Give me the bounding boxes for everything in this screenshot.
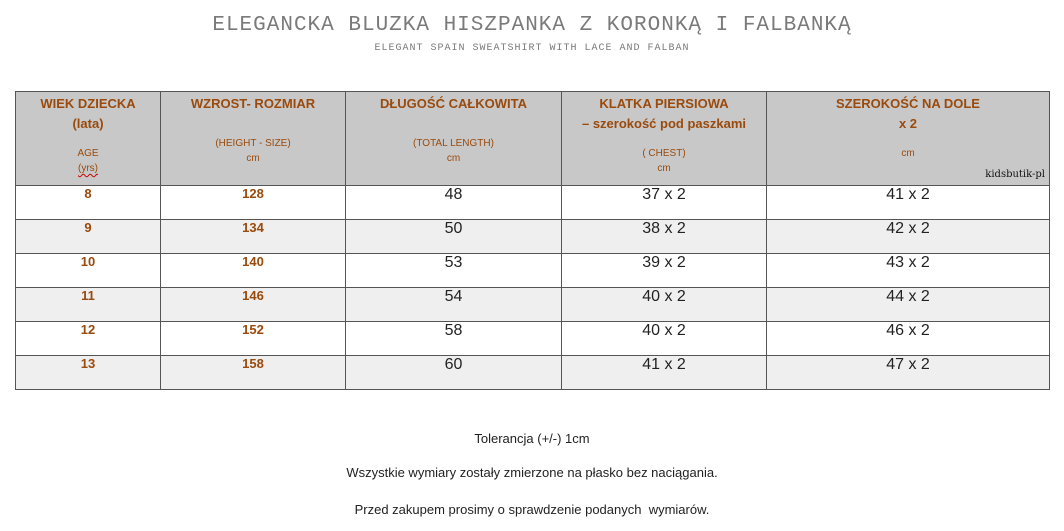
height-cell: 134 <box>161 220 346 254</box>
bottom-cell: 41 x 2 <box>767 186 1050 220</box>
table-row <box>16 288 1050 322</box>
height-cell: 146 <box>161 288 346 322</box>
header-age-en: AGE <box>77 148 99 159</box>
age-cell: 11 <box>16 288 161 322</box>
header-age-en-unit: (yrs) <box>78 163 98 174</box>
table-row <box>16 356 1050 390</box>
length-cell: 54 <box>346 288 562 322</box>
watermark: kidsbutik-pl <box>985 169 1045 180</box>
header-chest-desc: – szerokość pod paszkami <box>581 116 746 131</box>
height-cell: 140 <box>161 254 346 288</box>
header-bottom-unit: cm <box>901 148 915 159</box>
height-cell: 152 <box>161 322 346 356</box>
chest-cell: 37 x 2 <box>562 186 767 220</box>
header-chest-en: ( CHEST) <box>642 148 686 159</box>
header-age <box>16 92 161 186</box>
header-length-unit: cm <box>446 153 461 164</box>
header-height-unit: cm <box>246 153 260 164</box>
age-cell: 13 <box>16 356 161 390</box>
measurement-note: Wszystkie wymiary zostały zmierzone na płasko bez naciągania. <box>346 465 718 480</box>
bottom-cell: 43 x 2 <box>767 254 1050 288</box>
table-row <box>16 322 1050 356</box>
table-row <box>16 186 1050 220</box>
product-subtitle: ELEGANT SPAIN SWEATSHIRT WITH LACE AND FALBAN <box>374 43 690 54</box>
size-table <box>15 91 1050 390</box>
bottom-cell: 47 x 2 <box>767 356 1050 390</box>
chest-cell: 41 x 2 <box>562 356 767 390</box>
chest-cell: 38 x 2 <box>562 220 767 254</box>
table-row <box>16 220 1050 254</box>
product-title: ELEGANCKA BLUZKA HISZPANKA Z KORONKĄ I FALBANKĄ <box>212 14 852 37</box>
table-row <box>16 254 1050 288</box>
header-bottom-title: SZEROKOŚĆ NA DOLE <box>836 96 980 111</box>
header-chest-unit: cm <box>657 163 671 174</box>
height-cell: 128 <box>161 186 346 220</box>
bottom-cell: 42 x 2 <box>767 220 1050 254</box>
header-row <box>16 92 1050 186</box>
check-note: Przed zakupem prosimy o sprawdzenie podanych wymiarów. <box>354 502 710 517</box>
length-cell: 60 <box>346 356 562 390</box>
header-bottom <box>767 92 1050 186</box>
header-bottom-multiplier: x 2 <box>898 116 918 131</box>
header-length-title: DŁUGOŚĆ CAŁKOWITA <box>379 96 528 111</box>
header-length-en: (TOTAL LENGTH) <box>413 138 494 149</box>
height-cell: 158 <box>161 356 346 390</box>
length-cell: 58 <box>346 322 562 356</box>
length-cell: 53 <box>346 254 562 288</box>
header-chest-title: KLATKA PIERSIOWA <box>599 96 729 111</box>
bottom-cell: 44 x 2 <box>767 288 1050 322</box>
length-cell: 50 <box>346 220 562 254</box>
header-height-title: WZROST- ROZMIAR <box>190 96 316 111</box>
header-height <box>161 92 346 186</box>
age-cell: 9 <box>16 220 161 254</box>
chest-cell: 39 x 2 <box>562 254 767 288</box>
chest-cell: 40 x 2 <box>562 322 767 356</box>
age-cell: 12 <box>16 322 161 356</box>
tolerance-note: Tolerancja (+/-) 1cm <box>474 431 590 446</box>
age-cell: 10 <box>16 254 161 288</box>
age-cell: 8 <box>16 186 161 220</box>
header-chest <box>562 92 767 186</box>
length-cell: 48 <box>346 186 562 220</box>
header-length <box>346 92 562 186</box>
chest-cell: 40 x 2 <box>562 288 767 322</box>
header-height-en: (HEIGHT - SIZE) <box>215 138 291 149</box>
bottom-cell: 46 x 2 <box>767 322 1050 356</box>
header-age-unit: (lata) <box>72 116 104 131</box>
header-age-title: WIEK DZIECKA <box>40 96 136 111</box>
